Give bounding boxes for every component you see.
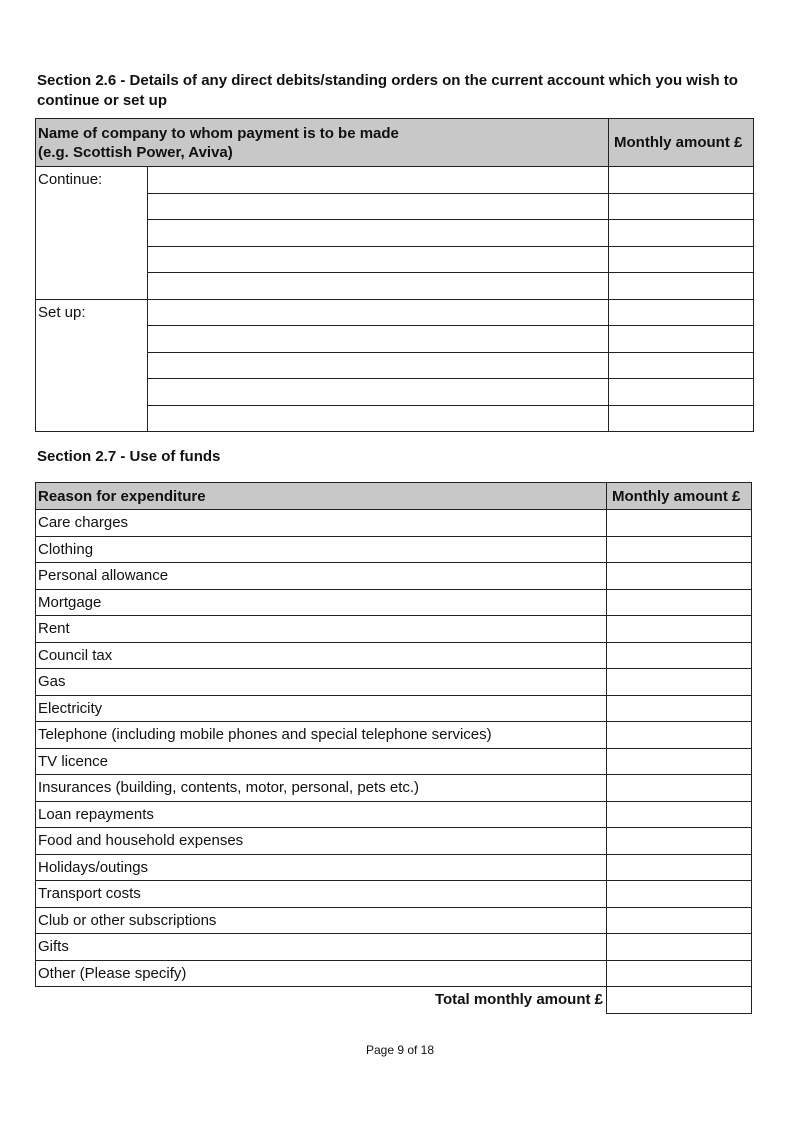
expense-amount-field[interactable] <box>607 642 752 669</box>
setup-company-field[interactable] <box>148 352 609 379</box>
expense-label: Rent <box>36 616 607 643</box>
expense-label: Loan repayments <box>36 801 607 828</box>
company-header <box>36 119 609 167</box>
expense-label: Gifts <box>36 934 607 961</box>
total-label: Total monthly amount £ <box>434 991 603 1008</box>
section-2-7-heading: Section 2.7 - Use of funds <box>37 448 221 465</box>
expense-label: Holidays/outings <box>36 854 607 881</box>
page-number: Page 9 of 18 <box>365 1043 435 1057</box>
setup-amount-field[interactable] <box>609 379 754 406</box>
expense-label: Gas <box>36 669 607 696</box>
amount-header: Monthly amount £ <box>609 119 754 167</box>
expense-label: Council tax <box>36 642 607 669</box>
setup-company-field[interactable] <box>148 379 609 406</box>
expense-label: Care charges <box>36 510 607 537</box>
expense-label: Mortgage <box>36 589 607 616</box>
reason-header: Reason for expenditure <box>36 483 607 510</box>
continue-amount-field[interactable] <box>609 193 754 220</box>
expense-label: Other (Please specify) <box>36 960 607 987</box>
continue-company-field[interactable] <box>148 246 609 273</box>
continue-amount-field[interactable] <box>609 246 754 273</box>
setup-amount-field[interactable] <box>609 405 754 432</box>
continue-company-field[interactable] <box>148 193 609 220</box>
company-header-title: Name of company to whom payment is to be made <box>38 124 399 142</box>
expense-amount-field[interactable] <box>607 669 752 696</box>
setup-label: Set up: <box>36 299 148 432</box>
amount-header: Monthly amount £ <box>607 483 752 510</box>
expense-amount-field[interactable] <box>607 536 752 563</box>
expense-label: Telephone (including mobile phones and special telephone services) <box>36 722 607 749</box>
expense-label: Personal allowance <box>36 563 607 590</box>
expense-label: TV licence <box>36 748 607 775</box>
expense-amount-field[interactable] <box>607 589 752 616</box>
setup-company-field[interactable] <box>148 299 609 326</box>
setup-company-field[interactable] <box>148 326 609 353</box>
continue-amount-field[interactable] <box>609 220 754 247</box>
company-header-example: (e.g. Scottish Power, Aviva) <box>38 143 233 161</box>
expense-amount-field[interactable] <box>607 722 752 749</box>
continue-company-field[interactable] <box>148 167 609 194</box>
expense-label: Insurances (building, contents, motor, personal, pets etc.) <box>36 775 607 802</box>
expense-amount-field[interactable] <box>607 934 752 961</box>
expense-amount-field[interactable] <box>607 616 752 643</box>
section-2-6-heading: Section 2.6 - Details of any direct debits/standing orders on the current account which you wish to continue or set up <box>37 72 738 109</box>
continue-amount-field[interactable] <box>609 273 754 300</box>
expense-label: Food and household expenses <box>36 828 607 855</box>
expense-amount-field[interactable] <box>607 775 752 802</box>
expense-label: Electricity <box>36 695 607 722</box>
expense-label: Club or other subscriptions <box>36 907 607 934</box>
expense-label: Clothing <box>36 536 607 563</box>
continue-amount-field[interactable] <box>609 167 754 194</box>
setup-amount-field[interactable] <box>609 352 754 379</box>
expense-amount-field[interactable] <box>607 801 752 828</box>
expense-amount-field[interactable] <box>607 881 752 908</box>
expense-amount-field[interactable] <box>607 960 752 987</box>
expense-amount-field[interactable] <box>607 563 752 590</box>
expense-label: Transport costs <box>36 881 607 908</box>
total-amount-field[interactable] <box>607 987 752 1014</box>
setup-amount-field[interactable] <box>609 299 754 326</box>
setup-company-field[interactable] <box>148 405 609 432</box>
continue-label: Continue: <box>36 167 148 300</box>
expense-amount-field[interactable] <box>607 828 752 855</box>
expense-amount-field[interactable] <box>607 854 752 881</box>
continue-company-field[interactable] <box>148 273 609 300</box>
continue-company-field[interactable] <box>148 220 609 247</box>
use-of-funds-table <box>35 482 752 1014</box>
expense-amount-field[interactable] <box>607 510 752 537</box>
expense-amount-field[interactable] <box>607 748 752 775</box>
expense-amount-field[interactable] <box>607 907 752 934</box>
setup-amount-field[interactable] <box>609 326 754 353</box>
expense-amount-field[interactable] <box>607 695 752 722</box>
direct-debits-table <box>35 118 754 432</box>
